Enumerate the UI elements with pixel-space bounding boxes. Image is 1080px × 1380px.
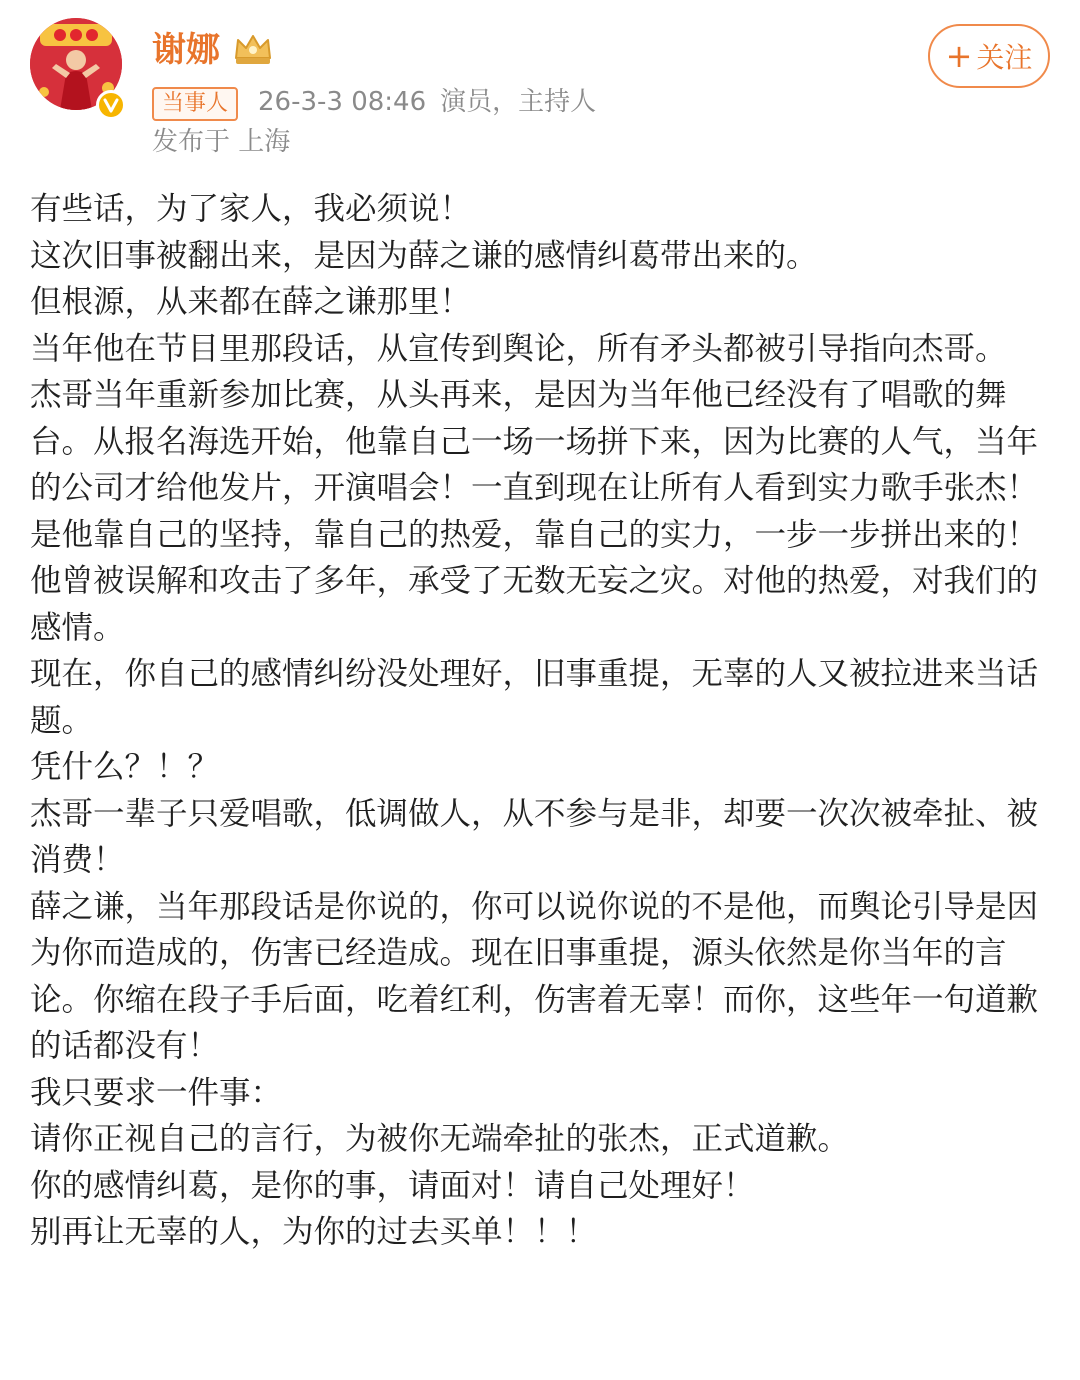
post-paragraph: 请你正视自己的言行，为被你无端牵扯的张杰，正式道歉。: [30, 1121, 850, 1157]
post-header: [0, 0, 1080, 170]
post-content: [30, 186, 1054, 1256]
avatar-container[interactable]: [30, 18, 126, 122]
post-paragraph: 有些话，为了家人，我必须说！: [30, 191, 472, 227]
verified-v-icon: [96, 90, 126, 120]
author-profession: 演员，主持人: [440, 87, 597, 117]
post-paragraph: 我只要求一件事：: [30, 1074, 283, 1111]
follow-button[interactable]: [928, 24, 1050, 88]
post-paragraph: 杰哥一辈子只爱唱歌，低调做人，从不参与是非，却要一次次被牵扯、被消费！: [30, 795, 1039, 878]
post-paragraph: 你的感情纠葛，是你的事，请面对！请自己处理好！: [30, 1167, 755, 1204]
post-paragraph: 这次旧事被翻出来，是因为薛之谦的感情纠葛带出来的。: [30, 237, 818, 274]
post-time: 26-3-3 08:46: [258, 87, 427, 117]
username[interactable]: 谢娜: [152, 30, 220, 70]
post-paragraph: 杰哥当年重新参加比赛，从头再来，是因为当年他已经没有了唱歌的舞台。从报名海选开始，他靠自己一场一场拼下来，因为比赛的人气，当年的公司才给他发片，开演唱会！一直到现在让所有人看到实力歌手张杰！是他靠自己的坚持，靠自己的热爱，靠自己的实力，一步一步拼出来的！: [30, 377, 1039, 553]
plus-icon: +: [945, 37, 973, 75]
role-tag-badge: 当事人: [152, 87, 238, 121]
crown-level-icon[interactable]: [232, 32, 274, 68]
post-meta: [258, 84, 610, 120]
follow-button-label: 关注: [976, 41, 1033, 74]
post-paragraph: 凭什么？！？: [30, 749, 220, 785]
post-paragraph: 现在，你自己的感情纠纷没处理好，旧事重提，无辜的人又被拉进来当话题。: [30, 656, 1039, 739]
post-location: 发布于 上海: [152, 127, 291, 157]
post-paragraph: 别再让无辜的人，为你的过去买单！！！: [30, 1214, 598, 1250]
post-paragraph: 薛之谦，当年那段话是你说的，你可以说你说的不是他，而舆论引导是因为你而造成的，伤害已经造成。现在旧事重提，源头依然是你当年的言论。你缩在段子手后面，吃着红利，伤害着无辜！而你，这些年一句道歉的话都没有！: [30, 888, 1039, 1064]
post-paragraph: 他曾被误解和攻击了多年，承受了无数无妄之灾。对他的热爱，对我们的感情。: [30, 563, 1039, 646]
post-paragraph: 但根源，从来都在薛之谦那里！: [30, 284, 472, 320]
post-paragraph: 当年他在节目里那段话，从宣传到舆论，所有矛头都被引导指向杰哥。: [30, 330, 1007, 367]
